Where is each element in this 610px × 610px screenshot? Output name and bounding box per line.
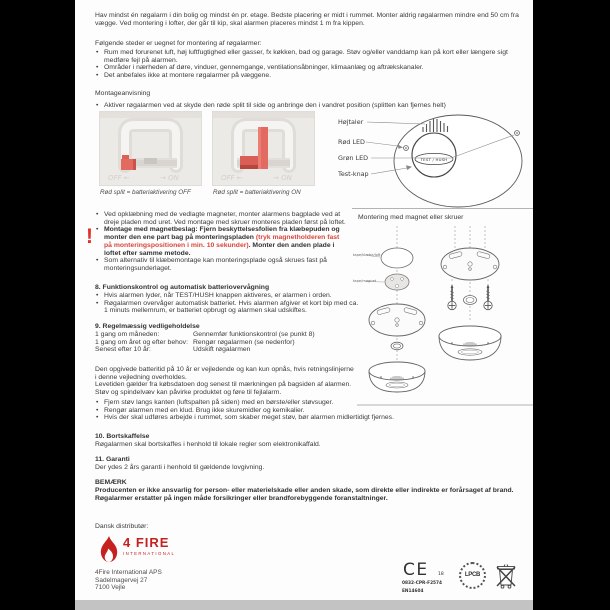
screw-icon xyxy=(484,284,492,310)
maintenance-action: Gennemfør funktionskontrol (se punkt 8) xyxy=(193,331,315,338)
list-item xyxy=(95,226,347,257)
logo-subtitle: INTERNATIONAL xyxy=(123,550,176,556)
embossed-off-label: OFF ← xyxy=(108,174,130,182)
section-10-heading: 10. Bortskaffelse xyxy=(95,433,150,440)
section-8-list xyxy=(95,292,363,315)
divider xyxy=(352,208,533,209)
logo-name: 4 FIRE xyxy=(123,535,170,550)
pin-off-illustration xyxy=(100,112,201,185)
tape-magnet-label: tape/magnet xyxy=(353,279,377,283)
list-item: • Områder i nærheden af døre, vinduer, gennemgange, ventilationsåbninger, klimaanlæg og aftrækskanaler. xyxy=(95,64,527,72)
flame-icon xyxy=(98,536,119,563)
photo-caption-on: Rød split = batteriaktivering ON xyxy=(213,189,301,196)
lifetime-paragraph: Levetiden gælder fra købsdatoen dog senest til mærkningen på bagsiden af alarmen. xyxy=(95,381,352,389)
maintenance-row xyxy=(95,346,363,354)
mounting-diagram-heading: Montering med magnet eller skruer xyxy=(358,214,464,221)
photo-pin-off-image xyxy=(100,112,201,185)
company-address xyxy=(95,569,162,592)
test-hush-button xyxy=(415,153,453,164)
green-led-icon xyxy=(515,131,520,136)
list-item: • Ved opklæbning med de vedlagte magneter, monter alarmens bagplade ved at dreje pladen mod uret. Ved montage med skruer monteres pladen først på loftet. xyxy=(95,211,347,226)
section-9 xyxy=(95,323,363,354)
section-8-heading: 8. Funktionskontrol og automatisk batteriovervågning xyxy=(95,284,270,291)
note-heading: BEMÆRK xyxy=(95,479,127,486)
address-line: 4Fire International APS xyxy=(95,569,162,576)
pin-on-illustration xyxy=(213,112,314,185)
tape-pad-label: tape/klæbe/loft xyxy=(353,253,381,257)
photo-pin-off xyxy=(100,112,201,196)
note-section xyxy=(95,479,531,502)
mounting-plate-a xyxy=(369,304,425,336)
screw-icon xyxy=(448,284,456,310)
photo-pin-on xyxy=(213,112,314,196)
manual-page xyxy=(75,0,533,610)
address-line: Sadelmagervej 27 xyxy=(95,576,148,584)
mounting-plate-b xyxy=(441,248,499,280)
ce-standard: EN14604 xyxy=(402,589,424,594)
embossed-off-label: OFF ← xyxy=(221,174,243,182)
company-logo xyxy=(98,536,175,563)
adhesive-pad-shape xyxy=(381,248,413,268)
section-10 xyxy=(95,433,527,449)
embossed-on-label: → ON xyxy=(160,174,179,182)
maintenance-when: 1 gang om måneden: xyxy=(95,331,160,338)
list-item: • Det anbefales ikke at montere røgalarmer på væggene. xyxy=(95,72,527,80)
intro-paragraph: Hav mindst én røgalarm i din bolig og mindst én pr. etage. Bedste placering er midt i rummet. Monter aldrig røgalarmen mindre end 50 cm fra vægge. Ved montering i lofter, der går til kip, skal alarmen placeres mindst 1 m fra kippen. xyxy=(95,12,519,27)
mounting-bold-text-2: . Monter den anden plade i loftet efter samme metode. xyxy=(104,241,335,257)
warning-exclamation: ! xyxy=(86,225,93,248)
ce-number: 0832-CPR-F2574 xyxy=(402,581,443,586)
alarm-body-b xyxy=(439,326,501,360)
list-item: • Fjern støv langs kanten (luftspalten på siden) med en børste/eller støvsuger. xyxy=(95,399,535,407)
mounting-bold-text: Montage med magnetbeslag: Fjern beskyttelsesfolien fra klæbepuden og monter den ene part bag på monteringspladen xyxy=(104,226,340,242)
lpcb-mark xyxy=(459,562,486,589)
alarm-face-diagram xyxy=(333,106,533,209)
list-item: • Hvis alarmen lyder, når TEST/HUSH knappen aktiveres, er alarmen i orden. xyxy=(95,292,363,300)
unsuitable-heading: Følgende steder er uegnet for montering af røgalarmer: xyxy=(95,40,262,47)
maintenance-when: Senest efter 10 år: xyxy=(95,346,151,354)
distributor-label: Dansk distributør: xyxy=(95,523,149,530)
green-led-label: Grøn LED xyxy=(338,154,369,162)
list-item: • Hvis der skal udføres arbejde i rummet, som skaber meget støv, bør alarmen midlertidigt fjernes. xyxy=(95,414,535,422)
list-item: • Rengør alarmen med en klud. Brug ikke skuremidler og kemikalier. xyxy=(95,407,535,415)
weee-bin-icon xyxy=(495,561,517,589)
photo-caption-off: Rød split = batteriaktivering OFF xyxy=(100,189,191,196)
montage-heading: Montageanvisning xyxy=(95,90,151,97)
list-item: • Rum med forurenet luft, høj luftfugtighed eller gasser, fx køkken, bad og garage. Støv og/eller vanddamp kan på kort eller længere sigt medføre fejl på alarmen. xyxy=(95,49,527,64)
list-item: • Aktiver røgalarmen ved at skyde den røde split til side og anbringe den i vandret position (splitten kan fjernes helt) xyxy=(95,102,527,110)
lpcb-label: LPCB xyxy=(464,572,481,578)
maintenance-action: Udskift røgalarmen xyxy=(193,346,251,354)
mounting-section xyxy=(95,211,347,273)
test-button-label: Test-knap xyxy=(338,170,369,178)
battery-life-paragraph: Den opgivede batteritid på 10 år er vejledende og kan kun opnås, hvis retningslinjerne i denne vejledning overholdes. xyxy=(95,366,354,381)
gasket-ring-b xyxy=(464,296,477,305)
maintenance-row xyxy=(95,331,363,339)
speaker-label: Højtaler xyxy=(338,118,364,126)
ce-mark xyxy=(400,555,450,595)
photo-pin-on-image xyxy=(213,112,314,185)
section-8 xyxy=(95,284,363,315)
gasket-ring-a xyxy=(391,342,403,350)
maintenance-when: 1 gang om året og efter behov: xyxy=(95,338,188,346)
section-11-heading: 11. Garanti xyxy=(95,456,130,463)
mounting-list xyxy=(95,211,347,273)
maintenance-action: Rengør røgalarmen (se nedenfor) xyxy=(193,338,295,346)
unsuitable-section xyxy=(95,40,527,80)
certification-marks xyxy=(400,555,517,595)
battery-pin-photos xyxy=(100,112,314,196)
ce-letters: CE xyxy=(403,560,429,580)
page-edge-strip xyxy=(75,600,533,610)
dust-paragraph: Støv og spindelvæv kan påvirke produktet og føre til fejlalarm. xyxy=(95,389,282,397)
address-line: 7100 Vejle xyxy=(95,584,126,592)
unsuitable-list xyxy=(95,49,527,80)
red-led-label: Rød LED xyxy=(338,138,365,146)
section-11 xyxy=(95,456,527,472)
list-item: • Røgalarmen overvåger automatisk batteriet. Hvis alarmen afgiver et kort bip med ca. 1 minuts mellemrum, er batteriet opbrugt og alarmen skal udskiftes. xyxy=(95,300,363,315)
mounting-diagram xyxy=(352,224,533,409)
embossed-on-label: → ON xyxy=(273,174,292,182)
magnet-holder-shape xyxy=(385,274,409,290)
section-11-text: Der ydes 2 års garanti i henhold til gældende lovgivning. xyxy=(95,464,265,471)
list-item: • Som alternativ til klæbemontage kan monteringsplade også skrues fast på monteringsunderlaget. xyxy=(95,257,347,272)
section-10-text: Røgalarmen skal bortskaffes i henhold til lokale regler som elektronikaffald. xyxy=(95,441,321,448)
test-hush-label: TEST / HUSH xyxy=(420,156,448,162)
section-9-heading: 9. Regelmæssig vedligeholdelse xyxy=(95,323,200,330)
ce-year: 18 xyxy=(438,572,444,577)
alarm-body-a xyxy=(369,362,425,392)
mounting-red-text: (tryk magnetholderen fast på monteringspositionen i min. 10 sekunder) xyxy=(104,234,340,249)
note-text: Producenten er ikke ansvarlig for person- eller materielskade eller anden skade, som direkte eller indirekte er forårsaget af brand. Røgalarmer erstatter på ingen måde forsikringer eller brandforebyggende foranstaltninger. xyxy=(95,487,514,502)
